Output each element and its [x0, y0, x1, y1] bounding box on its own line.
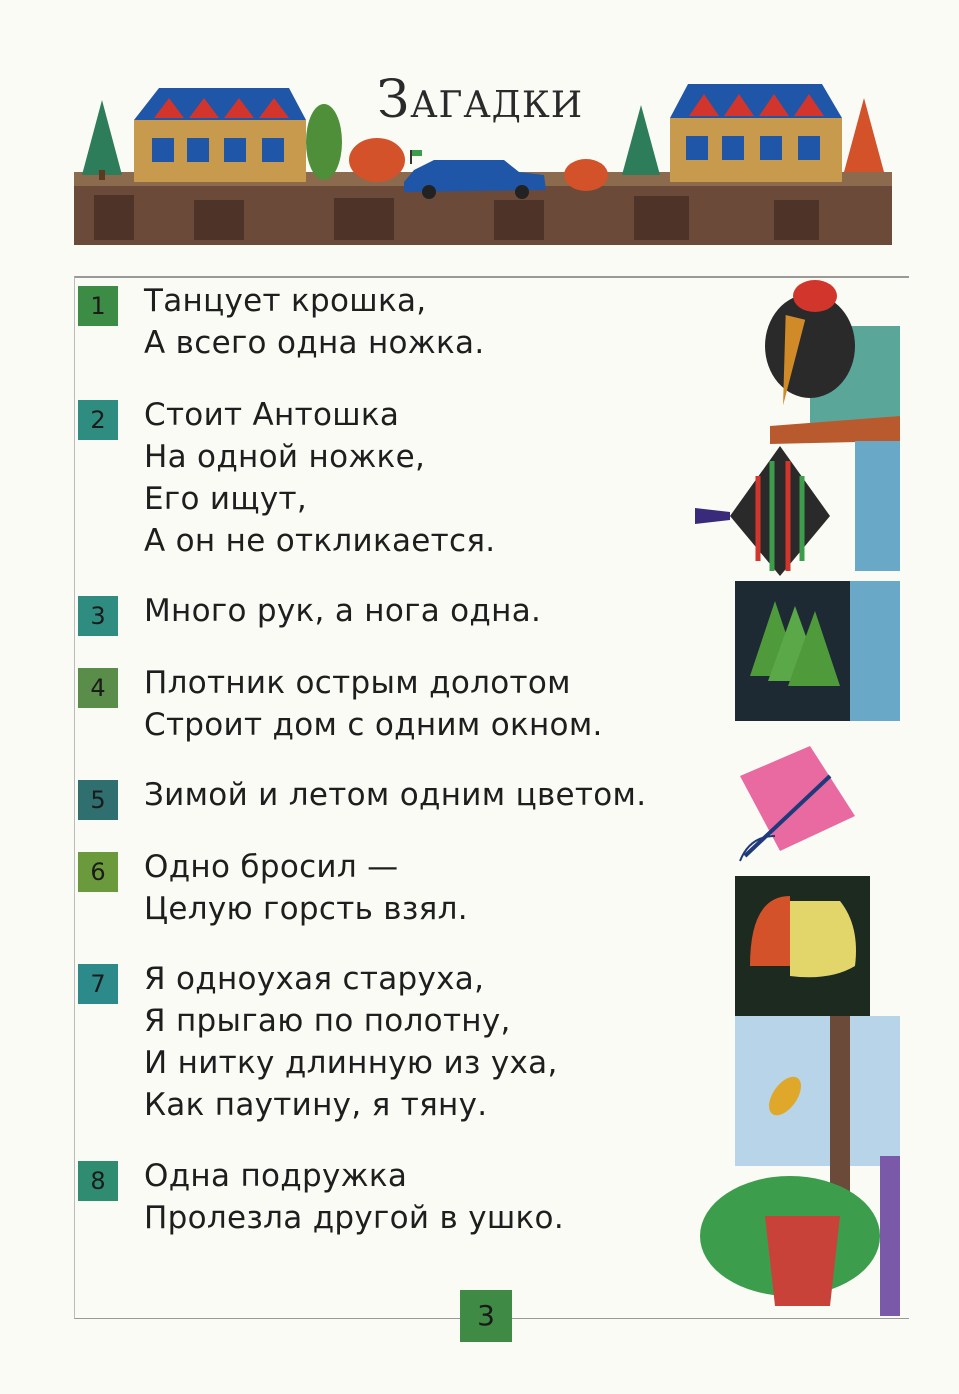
riddle-line: Строит дом с одним окном.: [144, 707, 603, 743]
riddle-number-2: 2: [78, 400, 118, 440]
riddle-line: На одной ножке,: [144, 439, 426, 475]
side-illustrations: [680, 276, 900, 1316]
riddle-line: Одно бросил —: [144, 849, 399, 885]
riddle-number-3: 3: [78, 596, 118, 636]
riddle-line: Его ищут,: [144, 481, 307, 517]
riddle-line: Я прыгаю по полотну,: [144, 1003, 511, 1039]
page-title: Загадки: [345, 70, 615, 130]
riddle-line: Много рук, а нога одна.: [144, 593, 542, 629]
riddle-line: Целую горсть взял.: [144, 891, 468, 927]
riddle-number-5: 5: [78, 780, 118, 820]
riddle-line: Как паутину, я тяну.: [144, 1087, 488, 1123]
riddle-number-8: 8: [78, 1161, 118, 1201]
riddle-line: А всего одна ножка.: [144, 325, 485, 361]
riddle-line: Стоит Антошка: [144, 397, 400, 433]
riddle-line: Одна подружка: [144, 1158, 408, 1194]
riddle-number-6: 6: [78, 852, 118, 892]
riddle-line: Я одноухая старуха,: [144, 961, 485, 997]
riddle-line: А он не откликается.: [144, 523, 496, 559]
riddle-line: Зимой и летом одним цветом.: [144, 777, 647, 813]
riddle-line: Танцует крошка,: [144, 283, 427, 319]
riddle-line: Плотник острым долотом: [144, 665, 571, 701]
page-number: 3: [460, 1290, 512, 1342]
riddle-line: И нитку длинную из уха,: [144, 1045, 558, 1081]
riddle-number-4: 4: [78, 668, 118, 708]
riddle-number-7: 7: [78, 964, 118, 1004]
riddle-number-1: 1: [78, 286, 118, 326]
riddle-line: Пролезла другой в ушко.: [144, 1200, 564, 1236]
